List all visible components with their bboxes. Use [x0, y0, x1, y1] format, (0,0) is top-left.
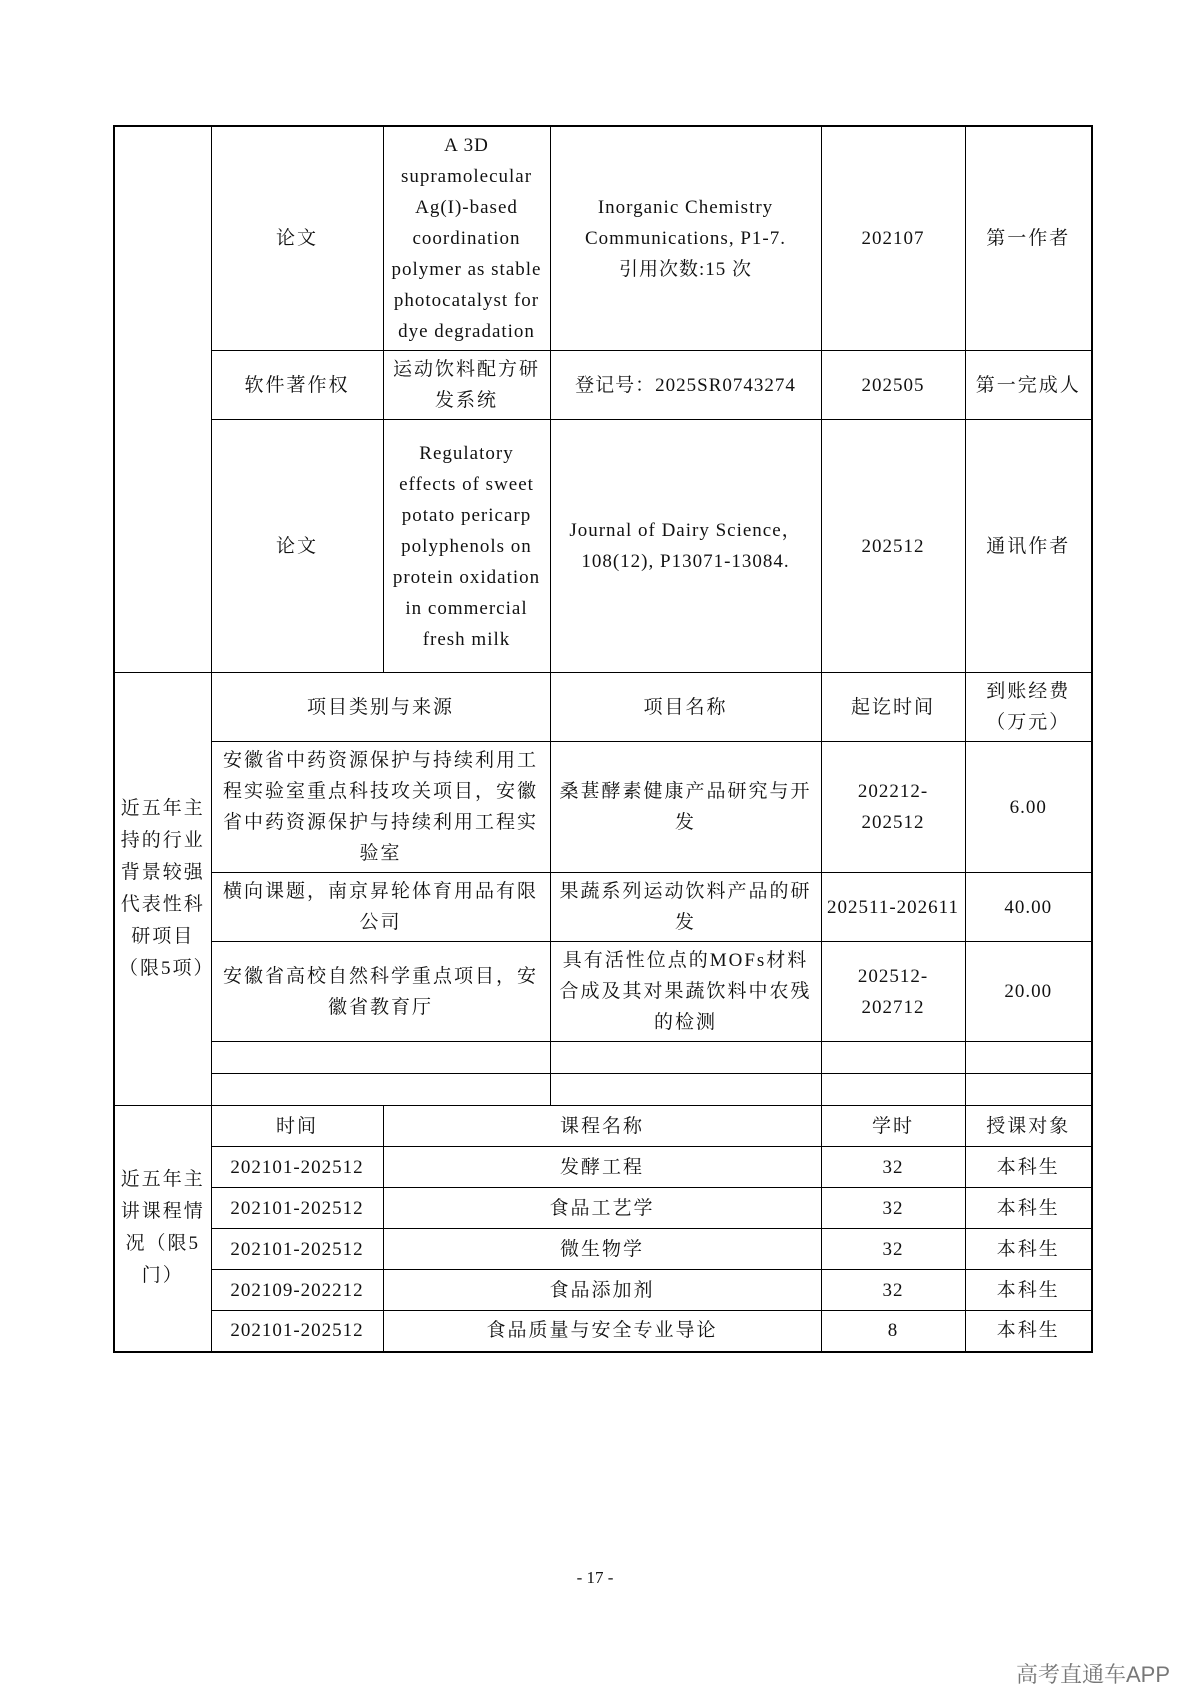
course-time: 202101-202512: [211, 1188, 383, 1229]
project-category: 安徽省高校自然科学重点项目，安徽省教育厅: [211, 942, 550, 1042]
course-audience: 本科生: [965, 1311, 1092, 1352]
output-citation-count: 引用次数:15 次: [618, 259, 753, 280]
course-name: 微生物学: [383, 1229, 821, 1270]
project-row: [114, 742, 1092, 873]
course-hours: 32: [821, 1188, 965, 1229]
courses-header-hours: 学时: [821, 1106, 965, 1147]
output-venue: Journal of Dairy Science，108(12), P13071-13084.: [550, 420, 821, 673]
output-title: A 3D supramolecular Ag(I)-based coordination polymer as stable photocatalyst for dye degradation: [383, 126, 550, 351]
project-name: 果蔬系列运动饮料产品的研发: [550, 873, 821, 942]
course-time: 202109-202212: [211, 1270, 383, 1311]
course-time: 202101-202512: [211, 1229, 383, 1270]
project-period: 202511-202611: [821, 873, 965, 942]
project-period-empty: [821, 1042, 965, 1074]
output-row: [114, 420, 1092, 673]
outputs-section-label: [114, 126, 211, 673]
output-role: 通讯作者: [965, 420, 1092, 673]
output-type: 论文: [211, 420, 383, 673]
course-name: 食品工艺学: [383, 1188, 821, 1229]
output-row: [114, 126, 1092, 351]
watermark: 高考直通车APP: [1015, 1662, 1170, 1687]
course-audience: 本科生: [965, 1270, 1092, 1311]
courses-section-label: 近五年主讲课程情况（限5门）: [114, 1106, 211, 1352]
document-table: [113, 125, 1093, 1353]
output-row: [114, 351, 1092, 420]
output-date: 202512: [821, 420, 965, 673]
project-name-empty: [550, 1074, 821, 1106]
project-funding-empty: [965, 1042, 1092, 1074]
project-category-empty: [211, 1042, 550, 1074]
course-name: 食品添加剂: [383, 1270, 821, 1311]
course-hours: 32: [821, 1270, 965, 1311]
course-row: [114, 1311, 1092, 1352]
course-time: 202101-202512: [211, 1147, 383, 1188]
course-row: [114, 1270, 1092, 1311]
project-funding: 40.00: [965, 873, 1092, 942]
project-category: 横向课题，南京昇轮体育用品有限公司: [211, 873, 550, 942]
project-name-empty: [550, 1042, 821, 1074]
output-venue: 登记号：2025SR0743274: [550, 351, 821, 420]
output-title: Regulatory effects of sweet potato pericarp polyphenols on protein oxidation in commercial fresh milk: [383, 420, 550, 673]
output-role: 第一作者: [965, 126, 1092, 351]
project-category-empty: [211, 1074, 550, 1106]
course-audience: 本科生: [965, 1229, 1092, 1270]
project-row-empty: [114, 1042, 1092, 1074]
projects-header-category: 项目类别与来源: [211, 673, 550, 742]
course-name: 食品质量与安全专业导论: [383, 1311, 821, 1352]
projects-header-funding: 到账经费（万元）: [965, 673, 1092, 742]
page-number: - 17 -: [576, 1568, 614, 1587]
course-time: 202101-202512: [211, 1311, 383, 1352]
courses-header-time: 时间: [211, 1106, 383, 1147]
project-period-empty: [821, 1074, 965, 1106]
projects-header-period: 起讫时间: [821, 673, 965, 742]
output-date: 202505: [821, 351, 965, 420]
courses-header-audience: 授课对象: [965, 1106, 1092, 1147]
project-funding: 20.00: [965, 942, 1092, 1042]
project-row: [114, 873, 1092, 942]
projects-header-name: 项目名称: [550, 673, 821, 742]
project-period: 202512-202712: [821, 942, 965, 1042]
courses-header-name: 课程名称: [383, 1106, 821, 1147]
output-type: 论文: [211, 126, 383, 351]
output-venue: [550, 126, 821, 351]
course-name: 发酵工程: [383, 1147, 821, 1188]
output-type: 软件著作权: [211, 351, 383, 420]
project-category: 安徽省中药资源保护与持续利用工程实验室重点科技攻关项目，安徽省中药资源保护与持续利用工程实验室: [211, 742, 550, 873]
course-row: [114, 1229, 1092, 1270]
project-funding: 6.00: [965, 742, 1092, 873]
course-audience: 本科生: [965, 1188, 1092, 1229]
output-date: 202107: [821, 126, 965, 351]
course-row: [114, 1188, 1092, 1229]
course-audience: 本科生: [965, 1147, 1092, 1188]
projects-header-row: [114, 673, 1092, 742]
project-row-empty: [114, 1074, 1092, 1106]
course-row: [114, 1147, 1092, 1188]
output-role: 第一完成人: [965, 351, 1092, 420]
course-hours: 32: [821, 1229, 965, 1270]
project-name: 桑葚酵素健康产品研究与开发: [550, 742, 821, 873]
project-period: 202212-202512: [821, 742, 965, 873]
course-hours: 32: [821, 1147, 965, 1188]
output-title: 运动饮料配方研发系统: [383, 351, 550, 420]
project-funding-empty: [965, 1074, 1092, 1106]
projects-section-label: 近五年主持的行业背景较强代表性科研项目（限5项）: [114, 673, 211, 1106]
project-row: [114, 942, 1092, 1042]
output-venue-text: Inorganic Chemistry Communications, P1-7.: [585, 197, 786, 249]
project-name: 具有活性位点的MOFs材料合成及其对果蔬饮料中农残的检测: [550, 942, 821, 1042]
courses-header-row: [114, 1106, 1092, 1147]
course-hours: 8: [821, 1311, 965, 1352]
